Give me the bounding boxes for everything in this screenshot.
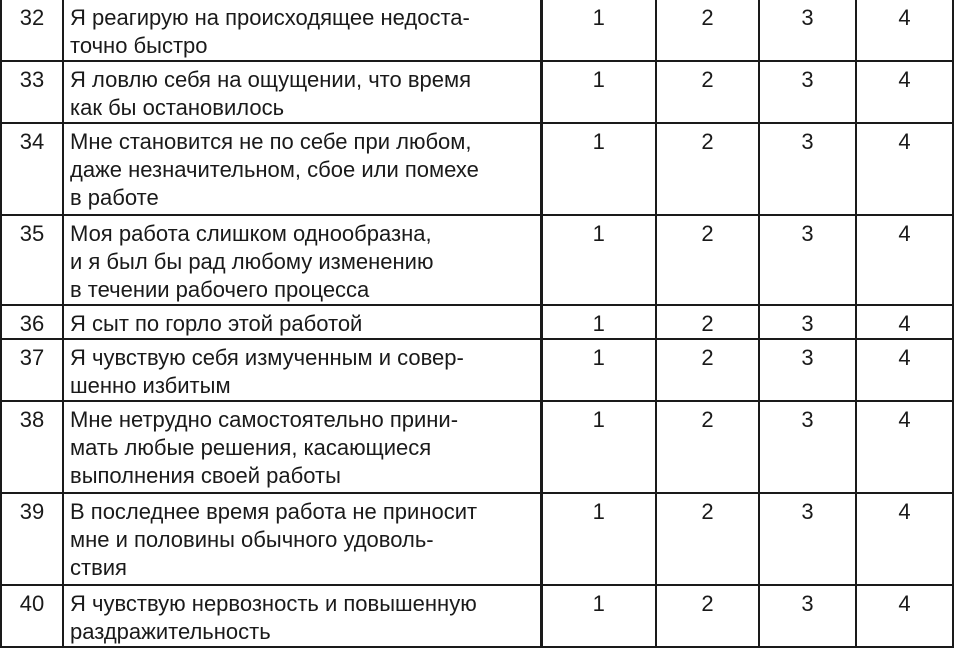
answer-option-4[interactable]: 4 [856,305,953,339]
answer-option-1[interactable]: 1 [541,123,656,215]
question-text-line: В последнее время работа не приносит [70,499,478,524]
question-text-line: в работе [70,185,159,210]
question-text-line: Я чувствую нервозность и повышенную [70,591,477,616]
answer-option-3[interactable]: 3 [759,61,856,123]
table-row [1,339,953,401]
answer-option-4[interactable]: 4 [856,123,953,215]
answer-option-4[interactable]: 4 [856,339,953,401]
answer-option-3[interactable]: 3 [759,493,856,585]
answer-option-3[interactable]: 3 [759,0,856,61]
table-row [1,493,953,585]
answer-option-4[interactable]: 4 [856,61,953,123]
answer-option-2[interactable]: 2 [656,305,759,339]
answer-option-2[interactable]: 2 [656,0,759,61]
question-text-line: ствия [70,555,127,580]
question-number: 40 [1,585,63,647]
table-row [1,215,953,305]
answer-option-2[interactable]: 2 [656,493,759,585]
question-number: 36 [1,305,63,339]
question-text-line: шенно избитым [70,373,231,398]
answer-option-2[interactable]: 2 [656,61,759,123]
question-text-line: раздражительность [70,619,271,644]
answer-option-3[interactable]: 3 [759,585,856,647]
answer-option-3[interactable]: 3 [759,339,856,401]
table-row [1,0,953,61]
question-number: 37 [1,339,63,401]
answer-option-1[interactable]: 1 [541,0,656,61]
question-text-line: Я чувствую себя измученным и совер- [70,345,464,370]
answer-option-4[interactable]: 4 [856,0,953,61]
answer-option-2[interactable]: 2 [656,585,759,647]
question-number: 35 [1,215,63,305]
answer-option-3[interactable]: 3 [759,401,856,493]
question-number: 39 [1,493,63,585]
answer-option-2[interactable]: 2 [656,339,759,401]
question-text [63,585,541,647]
answer-option-1[interactable]: 1 [541,339,656,401]
answer-option-4[interactable]: 4 [856,215,953,305]
answer-option-1[interactable]: 1 [541,215,656,305]
question-text-line: точно быстро [70,33,208,58]
table-row [1,401,953,493]
answer-option-1[interactable]: 1 [541,401,656,493]
question-text [63,123,541,215]
question-text-line: Я ловлю себя на ощущении, что время [70,67,472,92]
question-text-line: в течении рабочего процесса [70,277,370,302]
table-row [1,61,953,123]
question-number: 38 [1,401,63,493]
question-text-line: Моя работа слишком однообразна, [70,221,432,246]
question-number: 32 [1,0,63,61]
answer-option-1[interactable]: 1 [541,305,656,339]
answer-option-1[interactable]: 1 [541,493,656,585]
answer-option-2[interactable]: 2 [656,401,759,493]
question-text [63,305,541,339]
question-text-line: Мне становится не по себе при любом, [70,129,472,154]
question-text-line: как бы остановилось [70,95,285,120]
question-text-line: выполнения своей работы [70,463,341,488]
answer-option-4[interactable]: 4 [856,493,953,585]
answer-option-4[interactable]: 4 [856,585,953,647]
question-text [63,0,541,61]
question-text [63,493,541,585]
question-text [63,61,541,123]
answer-option-2[interactable]: 2 [656,215,759,305]
question-text-line: Я реагирую на происходящее недоста- [70,5,470,30]
question-text [63,339,541,401]
question-text-line: Я сыт по горло этой работой [70,311,363,336]
answer-option-1[interactable]: 1 [541,585,656,647]
question-text [63,401,541,493]
answer-option-3[interactable]: 3 [759,305,856,339]
answer-option-2[interactable]: 2 [656,123,759,215]
question-text-line: мне и половины обычного удоволь- [70,527,434,552]
table-row [1,123,953,215]
answer-option-3[interactable]: 3 [759,123,856,215]
question-text-line: и я был бы рад любому изменению [70,249,434,274]
question-text [63,215,541,305]
answer-option-3[interactable]: 3 [759,215,856,305]
table-row [1,585,953,647]
table-row [1,305,953,339]
question-number: 34 [1,123,63,215]
answer-option-1[interactable]: 1 [541,61,656,123]
questionnaire-rows [1,0,953,647]
question-text-line: даже незначительном, сбое или помехе [70,157,479,182]
question-text-line: Мне нетрудно самостоятельно прини- [70,407,459,432]
answer-option-4[interactable]: 4 [856,401,953,493]
question-text-line: мать любые решения, касающиеся [70,435,432,460]
question-number: 33 [1,61,63,123]
